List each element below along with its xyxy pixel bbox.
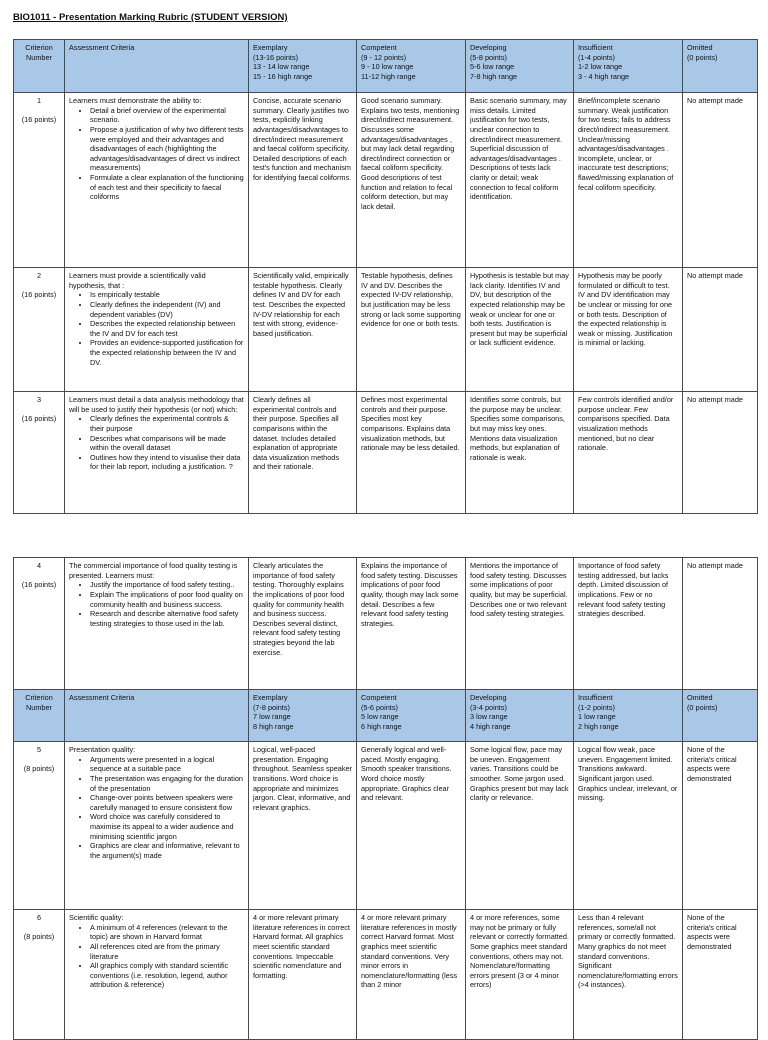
criterion-bullet: • Word choice was carefully considered to maximise its appeal to a wider audience and minimising scientific jargon — [90, 812, 244, 841]
omitted-descriptor: No attempt made — [683, 392, 758, 514]
developing-descriptor: 4 or more references, some may not be primary or fully relevant or correctly formatted. Some graphics meet standard conventions, others may not. Nomenclature/formatting errors present (3 or 4 minor errors) — [466, 910, 574, 1040]
criterion-description: The commercial importance of food quality testing is presented. Learners must: • Justify the importance of food safety testing.. • Explain The implications of poor food quality on community health and business success. • Research and describe alternative food safety testing strategies to those used in the lab. — [65, 558, 249, 690]
insufficient-descriptor: Importance of food safety testing addressed, but lacks depth. Limited discussion of implications. Few or no relevant food safety testing strategies described. — [574, 558, 683, 690]
insufficient-descriptor: Less than 4 relevant references, some/all not primary or correctly formatted. Many graphics do not meet standard conventions. Significant nomenclature/formatting errors (>4 instances). — [574, 910, 683, 1040]
criterion-bullet: • Is empirically testable — [90, 290, 244, 300]
header-developing: Developing (5-8 points) 5-6 low range 7-8 high range — [466, 40, 574, 93]
omitted-descriptor: None of the criteria's critical aspects were demonstrated — [683, 910, 758, 1040]
header-assessment-criteria: Assessment Criteria — [65, 40, 249, 93]
criterion-number-cell: 1 (16 points) — [14, 93, 65, 268]
exemplary-descriptor: Logical, well-paced presentation. Engaging throughout. Seamless speaker transitions. Word choice is appropriate and minimizes jargon. Clear, informative, and relevant graphics. — [249, 742, 357, 910]
criterion-description: Learners must demonstrate the ability to: • Detail a brief overview of the experimental scenario. • Propose a justification of why two different tests were employed and their advantages and disadvantages of each (highlighting the advantages/disadvantages of direct vs indirect measurements) • Formulate a clear explanation of the functioning of each test and their specificity to faecal coliforms — [65, 93, 249, 268]
competent-descriptor: 4 or more relevant primary literature references in mostly correct Harvard format. Most graphics meet scientific standard conventions. Very minor errors in nomenclature/formatting (less than 2 minor — [357, 910, 466, 1040]
criterion-description: Scientific quality: • A minimum of 4 references (relevant to the topic) are shown in Harvard format • All references cited are from the primary literature • All graphics comply with standard scientific conventions (i.e. resolution, legend, author attribution & reference) — [65, 910, 249, 1040]
criterion-row-5 — [14, 742, 758, 910]
omitted-descriptor: No attempt made — [683, 558, 758, 690]
criterion-number-cell: 5 (8 points) — [14, 742, 65, 910]
header-criterion-number: Criterion Number — [14, 40, 65, 93]
header-criterion-number: Criterion Number — [14, 690, 65, 742]
criterion-bullet: • All graphics comply with standard scientific conventions (i.e. resolution, legend, author attribution & reference) — [90, 961, 244, 990]
header-row — [14, 690, 758, 742]
developing-descriptor: Mentions the importance of food safety testing. Discusses some implications of poor quality, but may be superficial. Describes one or two relevant food safety testing strategies. — [466, 558, 574, 690]
exemplary-descriptor: Clearly defines all experimental controls and their purpose. Specifies all comparisons within the dataset. Includes detailed explanation of appropriate data visualization methods and their rationale. — [249, 392, 357, 514]
criterion-bullet: • The presentation was engaging for the duration of the presentation — [90, 774, 244, 793]
criterion-bullet: • Outlines how they intend to visualise their data for their lab report, including a justification. ? — [90, 453, 244, 472]
criterion-bullet: • Describes what comparisons will be made within the overall dataset — [90, 434, 244, 453]
criterion-number-cell: 3 (16 points) — [14, 392, 65, 514]
criterion-bullet: • Graphics are clear and informative, relevant to the argument(s) made — [90, 841, 244, 860]
document-title: BIO1011 - Presentation Marking Rubric (STUDENT VERSION) — [13, 12, 288, 23]
competent-descriptor: Good scenario summary. Explains two tests, mentioning direct/indirect measurement. Discusses some advantages/disadvantages , but may lack detail regarding direct/indirect connection or faecal coliform specificity. Good descriptions of test function and relation to fecal coliform detection, but may lack detail. — [357, 93, 466, 268]
omitted-descriptor: No attempt made — [683, 268, 758, 392]
criterion-bullet: • Formulate a clear explanation of the functioning of each test and their specificity to faecal coliforms — [90, 173, 244, 202]
header-assessment-criteria: Assessment Criteria — [65, 690, 249, 742]
criterion-number-cell: 2 (16 points) — [14, 268, 65, 392]
criterion-bullet: • A minimum of 4 references (relevant to the topic) are shown in Harvard format — [90, 923, 244, 942]
insufficient-descriptor: Logical flow weak, pace uneven. Engagement limited. Transitions awkward. Significant jargon used. Graphics unclear, irrelevant, or missing. — [574, 742, 683, 910]
header-exemplary: Exemplary (13-16 points) 13 - 14 low range 15 - 16 high range — [249, 40, 357, 93]
header-developing: Developing (3-4 points) 3 low range 4 high range — [466, 690, 574, 742]
header-row — [14, 40, 758, 93]
criterion-description: Learners must detail a data analysis methodology that will be used to justify their hypothesis (or not) which: • Clearly defines the experimental controls & their purpose • Describes what comparisons will be made within the overall dataset • Outlines how they intend to visualise their data for their lab report, including a justification. ? — [65, 392, 249, 514]
criterion-bullet: • Provides an evidence-supported justification for the expected relationship between the IV and DV. — [90, 338, 244, 367]
developing-descriptor: Some logical flow, pace may be uneven. Engagement varies. Transitions could be smoother. Some jargon used. Graphics present but may lack clarity or relevance. — [466, 742, 574, 910]
criterion-number-cell: 4 (16 points) — [14, 558, 65, 690]
criterion-description: Learners must provide a scientifically valid hypothesis, that : • Is empirically testable • Clearly defines the independent (IV) and dependent variables (DV) • Describes the expected relationship between the IV and DV for each test • Provides an evidence-supported justification for the expected relationship between the IV and DV. — [65, 268, 249, 392]
criterion-bullet: • Detail a brief overview of the experimental scenario. — [90, 106, 244, 125]
competent-descriptor: Defines most experimental controls and their purpose. Specifies most key comparisons. Explains data visualization methods, but rationale may be less detailed. — [357, 392, 466, 514]
competent-descriptor: Generally logical and well-paced. Mostly engaging. Smooth speaker transitions. Word choice mostly appropriate. Graphics clear and relevant. — [357, 742, 466, 910]
criterion-row-3 — [14, 392, 758, 514]
criterion-bullet: • Propose a justification of why two different tests were employed and their advantages and disadvantages of each (highlighting the advantages/disadvantages of direct vs indirect measurements) — [90, 125, 244, 173]
exemplary-descriptor: 4 or more relevant primary literature references in correct Harvard format. All graphics meet scientific standard conventions. Impeccable scientific nomenclature and formatting. — [249, 910, 357, 1040]
header-insufficient: Insufficient (1-2 points) 1 low range 2 high range — [574, 690, 683, 742]
criterion-bullet: • Describes the expected relationship between the IV and DV for each test — [90, 319, 244, 338]
exemplary-descriptor: Clearly articulates the importance of food safety testing. Thoroughly explains the implications of poor food quality for community health and business success. Describes several distinct, relevant food safety testing strategies beyond the lab exercise. — [249, 558, 357, 690]
developing-descriptor: Basic scenario summary, may miss details. Limited justification for two tests, unclear connection to direct/indirect measurement. Superficial discussion of advantages/disadvantages . Descriptions of tests lack clarity or detail; weak connection to fecal coliform identification. — [466, 93, 574, 268]
criterion-number-cell: 6 (8 points) — [14, 910, 65, 1040]
criterion-bullet: • Clearly defines the independent (IV) and dependent variables (DV) — [90, 300, 244, 319]
header-omitted: Omitted (0 points) — [683, 40, 758, 93]
criterion-description: Presentation quality: • Arguments were presented in a logical sequence at a suitable pace • The presentation was engaging for the duration of the presentation • Change-over points between speakers were carefully managed to ensure consistent flow • Word choice was carefully considered to maximise its appeal to a wider audience and minimising scientific jargon • Graphics are clear and informative, relevant to the argument(s) made — [65, 742, 249, 910]
criterion-bullet: • Change-over points between speakers were carefully managed to ensure consistent flow — [90, 793, 244, 812]
competent-descriptor: Testable hypothesis, defines IV and DV. Describes the expected IV-DV relationship, but justification may be less strong or lack some supporting evidence for one or both tests. — [357, 268, 466, 392]
header-exemplary: Exemplary (7-8 points) 7 low range 8 high range — [249, 690, 357, 742]
rubric-table-part-2 — [13, 557, 758, 1040]
developing-descriptor: Hypothesis is testable but may lack clarity. Identifies IV and DV, but description of the expected relationship may be weak or unclear for one or both tests. Justification is present but may be superficial or lack sufficient evidence. — [466, 268, 574, 392]
criterion-bullet: • All references cited are from the primary literature — [90, 942, 244, 961]
rubric-table-part-1 — [13, 39, 758, 514]
criterion-row-2 — [14, 268, 758, 392]
developing-descriptor: Identifies some controls, but the purpose may be unclear. Specifies some comparisons, but may miss key ones. Mentions data visualization methods, but explanation of rationale is weak. — [466, 392, 574, 514]
criterion-bullet: • Justify the importance of food safety testing.. — [90, 580, 244, 590]
insufficient-descriptor: Hypothesis may be poorly formulated or difficult to test. IV and DV identification may be unclear or missing for one or both tests. Description of the expected relationship is weak or missing. Justification is minimal or lacking. — [574, 268, 683, 392]
omitted-descriptor: No attempt made — [683, 93, 758, 268]
exemplary-descriptor: Concise, accurate scenario summary. Clearly justifies two tests, explicitly linking advantages/disadvantages to direct/indirect measurement and faecal coliform specificity. Detailed descriptions of each test's function and mechanism for identifying faecal coliforms. — [249, 93, 357, 268]
header-competent: Competent (9 - 12 points) 9 - 10 low range 11-12 high range — [357, 40, 466, 93]
insufficient-descriptor: Few controls identified and/or purpose unclear. Few comparisons specified. Data visualization methods mentioned, but no clear rationale. — [574, 392, 683, 514]
criterion-bullet: • Clearly defines the experimental controls & their purpose — [90, 414, 244, 433]
criterion-bullet: • Arguments were presented in a logical sequence at a suitable pace — [90, 755, 244, 774]
header-omitted: Omitted (0 points) — [683, 690, 758, 742]
insufficient-descriptor: Brief/incomplete scenario summary. Weak justification for two tests; fails to address direct/indirect measurement. Unclear/missing advantages/disadvantages . Incomplete, unclear, or inaccurate test descriptions; flawed/missing explanation of fecal coliform specificity. — [574, 93, 683, 268]
header-insufficient: Insufficient (1-4 points) 1-2 low range 3 - 4 high range — [574, 40, 683, 93]
omitted-descriptor: None of the criteria's critical aspects were demonstrated — [683, 742, 758, 910]
criterion-bullet: • Research and describe alternative food safety testing strategies to those used in the lab. — [90, 609, 244, 628]
exemplary-descriptor: Scientifically valid, empirically testable hypothesis. Clearly defines IV and DV for each test. Describes the expected IV-DV relationship for each test with strong, evidence-based justification. — [249, 268, 357, 392]
criterion-row-6 — [14, 910, 758, 1040]
criterion-row-1 — [14, 93, 758, 268]
competent-descriptor: Explains the importance of food safety testing. Discusses implications of poor food quality, though may lack some detail. Describes a few relevant food safety testing strategies. — [357, 558, 466, 690]
criterion-bullet: • Explain The implications of poor food quality on community health and business success. — [90, 590, 244, 609]
header-competent: Competent (5-6 points) 5 low range 6 high range — [357, 690, 466, 742]
criterion-row-4 — [14, 558, 758, 690]
